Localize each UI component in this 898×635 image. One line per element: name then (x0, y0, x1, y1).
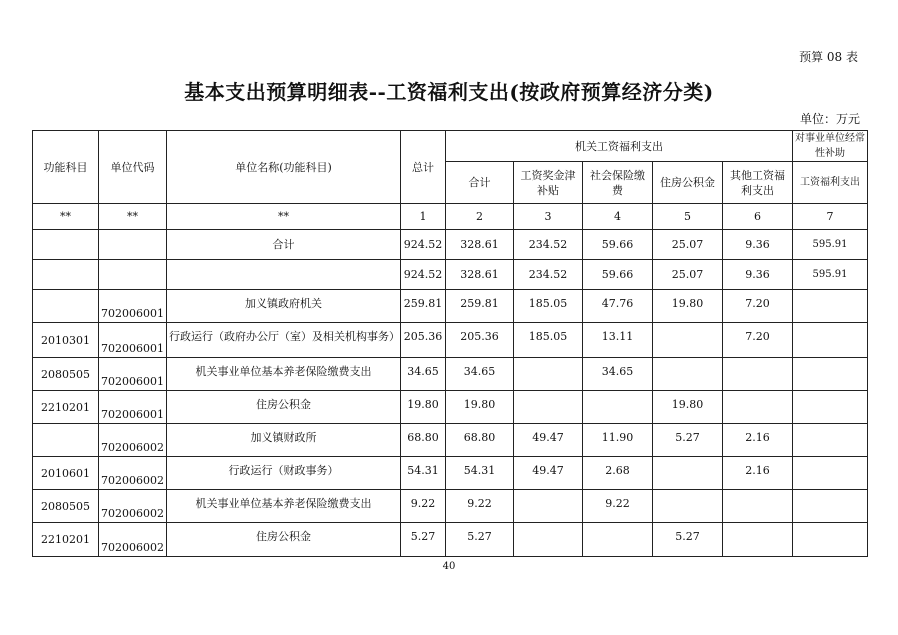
func-cell: 2210201 (33, 391, 99, 424)
total-cell: 924.52 (401, 260, 446, 290)
social-cell (583, 523, 653, 557)
budget-table (32, 130, 868, 557)
sum-cell: 9.22 (446, 490, 514, 523)
name-cell: 加义镇财政所 (167, 424, 401, 457)
total-cell: 68.80 (401, 424, 446, 457)
total-cell: 259.81 (401, 290, 446, 323)
func-cell (33, 260, 99, 290)
index-cell: 7 (793, 204, 868, 230)
name-cell: 机关事业单位基本养老保险缴费支出 (167, 358, 401, 391)
sum-cell: 328.61 (446, 260, 514, 290)
wage-cell (514, 523, 583, 557)
wage-cell: 49.47 (514, 457, 583, 490)
code-cell (99, 230, 167, 260)
wage-cell (514, 490, 583, 523)
header-func: 功能科目 (33, 131, 99, 204)
header-sum: 合计 (446, 162, 514, 204)
header-other: 其他工资福利支出 (723, 162, 793, 204)
header-wage: 工资奖金津补贴 (514, 162, 583, 204)
table-row (33, 490, 868, 523)
header-total: 总计 (401, 131, 446, 204)
total-cell: 205.36 (401, 323, 446, 358)
social-cell: 2.68 (583, 457, 653, 490)
table-row (33, 391, 868, 424)
wage-cell (514, 391, 583, 424)
social-cell: 59.66 (583, 230, 653, 260)
social-cell: 13.11 (583, 323, 653, 358)
sum-cell: 68.80 (446, 424, 514, 457)
unit-label: 单位：万元 (799, 112, 860, 126)
housing-cell: 19.80 (653, 391, 723, 424)
sum-cell: 34.65 (446, 358, 514, 391)
sum-cell: 259.81 (446, 290, 514, 323)
table-row (33, 323, 868, 358)
other-cell (723, 358, 793, 391)
func-cell: 2210201 (33, 523, 99, 557)
other-cell: 9.36 (723, 230, 793, 260)
total-cell: 9.22 (401, 490, 446, 523)
housing-cell (653, 490, 723, 523)
code-cell: 702006002 (99, 424, 167, 457)
subsidy-cell (793, 490, 868, 523)
total-cell: 54.31 (401, 457, 446, 490)
table-row (33, 290, 868, 323)
subsidy-cell: 595.91 (793, 230, 868, 260)
func-cell (33, 290, 99, 323)
header-social: 社会保险缴费 (583, 162, 653, 204)
index-row (33, 204, 868, 230)
name-cell: 行政运行（政府办公厅（室）及相关机构事务） (167, 323, 401, 358)
sum-cell: 5.27 (446, 523, 514, 557)
name-cell (167, 260, 401, 290)
sum-cell: 19.80 (446, 391, 514, 424)
index-cell: ** (99, 204, 167, 230)
social-cell: 11.90 (583, 424, 653, 457)
wage-cell: 49.47 (514, 424, 583, 457)
sum-cell: 328.61 (446, 230, 514, 260)
code-cell: 702006001 (99, 323, 167, 358)
sum-cell: 205.36 (446, 323, 514, 358)
housing-cell (653, 323, 723, 358)
table-row (33, 424, 868, 457)
housing-cell (653, 457, 723, 490)
func-cell: 2080505 (33, 490, 99, 523)
index-cell: 6 (723, 204, 793, 230)
other-cell: 7.20 (723, 290, 793, 323)
code-cell: 702006002 (99, 523, 167, 557)
header-subsidy-group: 对事业单位经常性补助 (793, 131, 868, 162)
code-cell: 702006001 (99, 358, 167, 391)
name-cell: 行政运行（财政事务） (167, 457, 401, 490)
housing-cell: 25.07 (653, 260, 723, 290)
index-cell: 3 (514, 204, 583, 230)
name-cell: 机关事业单位基本养老保险缴费支出 (167, 490, 401, 523)
housing-cell (653, 358, 723, 391)
subsidy-cell (793, 523, 868, 557)
index-cell: 2 (446, 204, 514, 230)
index-cell: ** (33, 204, 99, 230)
index-cell: 5 (653, 204, 723, 230)
wage-cell: 185.05 (514, 290, 583, 323)
page-title: 基本支出预算明细表--工资福利支出(按政府预算经济分类) (184, 80, 714, 104)
social-cell: 34.65 (583, 358, 653, 391)
index-cell: ** (167, 204, 401, 230)
wage-cell: 234.52 (514, 260, 583, 290)
table-row (33, 230, 868, 260)
subsidy-cell: 595.91 (793, 260, 868, 290)
subsidy-cell (793, 457, 868, 490)
housing-cell: 5.27 (653, 424, 723, 457)
code-cell: 702006002 (99, 457, 167, 490)
wage-cell: 185.05 (514, 323, 583, 358)
index-cell: 4 (583, 204, 653, 230)
header-code: 单位代码 (99, 131, 167, 204)
code-cell: 702006001 (99, 391, 167, 424)
other-cell (723, 391, 793, 424)
page-number: 40 (442, 561, 456, 572)
total-cell: 19.80 (401, 391, 446, 424)
code-cell: 702006001 (99, 290, 167, 323)
func-cell (33, 424, 99, 457)
func-cell: 2010601 (33, 457, 99, 490)
name-cell: 住房公积金 (167, 523, 401, 557)
other-cell: 2.16 (723, 424, 793, 457)
other-cell: 7.20 (723, 323, 793, 358)
subsidy-cell (793, 391, 868, 424)
code-cell: 702006002 (99, 490, 167, 523)
name-cell: 合计 (167, 230, 401, 260)
header-name: 单位名称(功能科目) (167, 131, 401, 204)
header-subsidy: 工资福利支出 (793, 162, 868, 204)
subsidy-cell (793, 323, 868, 358)
func-cell: 2010301 (33, 323, 99, 358)
table-row (33, 260, 868, 290)
wage-cell (514, 358, 583, 391)
subsidy-cell (793, 290, 868, 323)
subsidy-cell (793, 424, 868, 457)
table-row (33, 457, 868, 490)
other-cell (723, 490, 793, 523)
index-cell: 1 (401, 204, 446, 230)
code-cell (99, 260, 167, 290)
name-cell: 加义镇政府机关 (167, 290, 401, 323)
social-cell: 9.22 (583, 490, 653, 523)
housing-cell: 5.27 (653, 523, 723, 557)
housing-cell: 25.07 (653, 230, 723, 260)
table-row (33, 358, 868, 391)
total-cell: 5.27 (401, 523, 446, 557)
social-cell: 59.66 (583, 260, 653, 290)
subsidy-cell (793, 358, 868, 391)
total-cell: 924.52 (401, 230, 446, 260)
name-cell: 住房公积金 (167, 391, 401, 424)
wage-cell: 234.52 (514, 230, 583, 260)
func-cell (33, 230, 99, 260)
total-cell: 34.65 (401, 358, 446, 391)
other-cell (723, 523, 793, 557)
header-row-1 (33, 131, 868, 162)
housing-cell: 19.80 (653, 290, 723, 323)
form-number: 预算 08 表 (799, 50, 858, 64)
other-cell: 2.16 (723, 457, 793, 490)
header-housing: 住房公积金 (653, 162, 723, 204)
social-cell: 47.76 (583, 290, 653, 323)
sum-cell: 54.31 (446, 457, 514, 490)
other-cell: 9.36 (723, 260, 793, 290)
func-cell: 2080505 (33, 358, 99, 391)
table-row (33, 523, 868, 557)
social-cell (583, 391, 653, 424)
header-group: 机关工资福利支出 (446, 131, 793, 162)
